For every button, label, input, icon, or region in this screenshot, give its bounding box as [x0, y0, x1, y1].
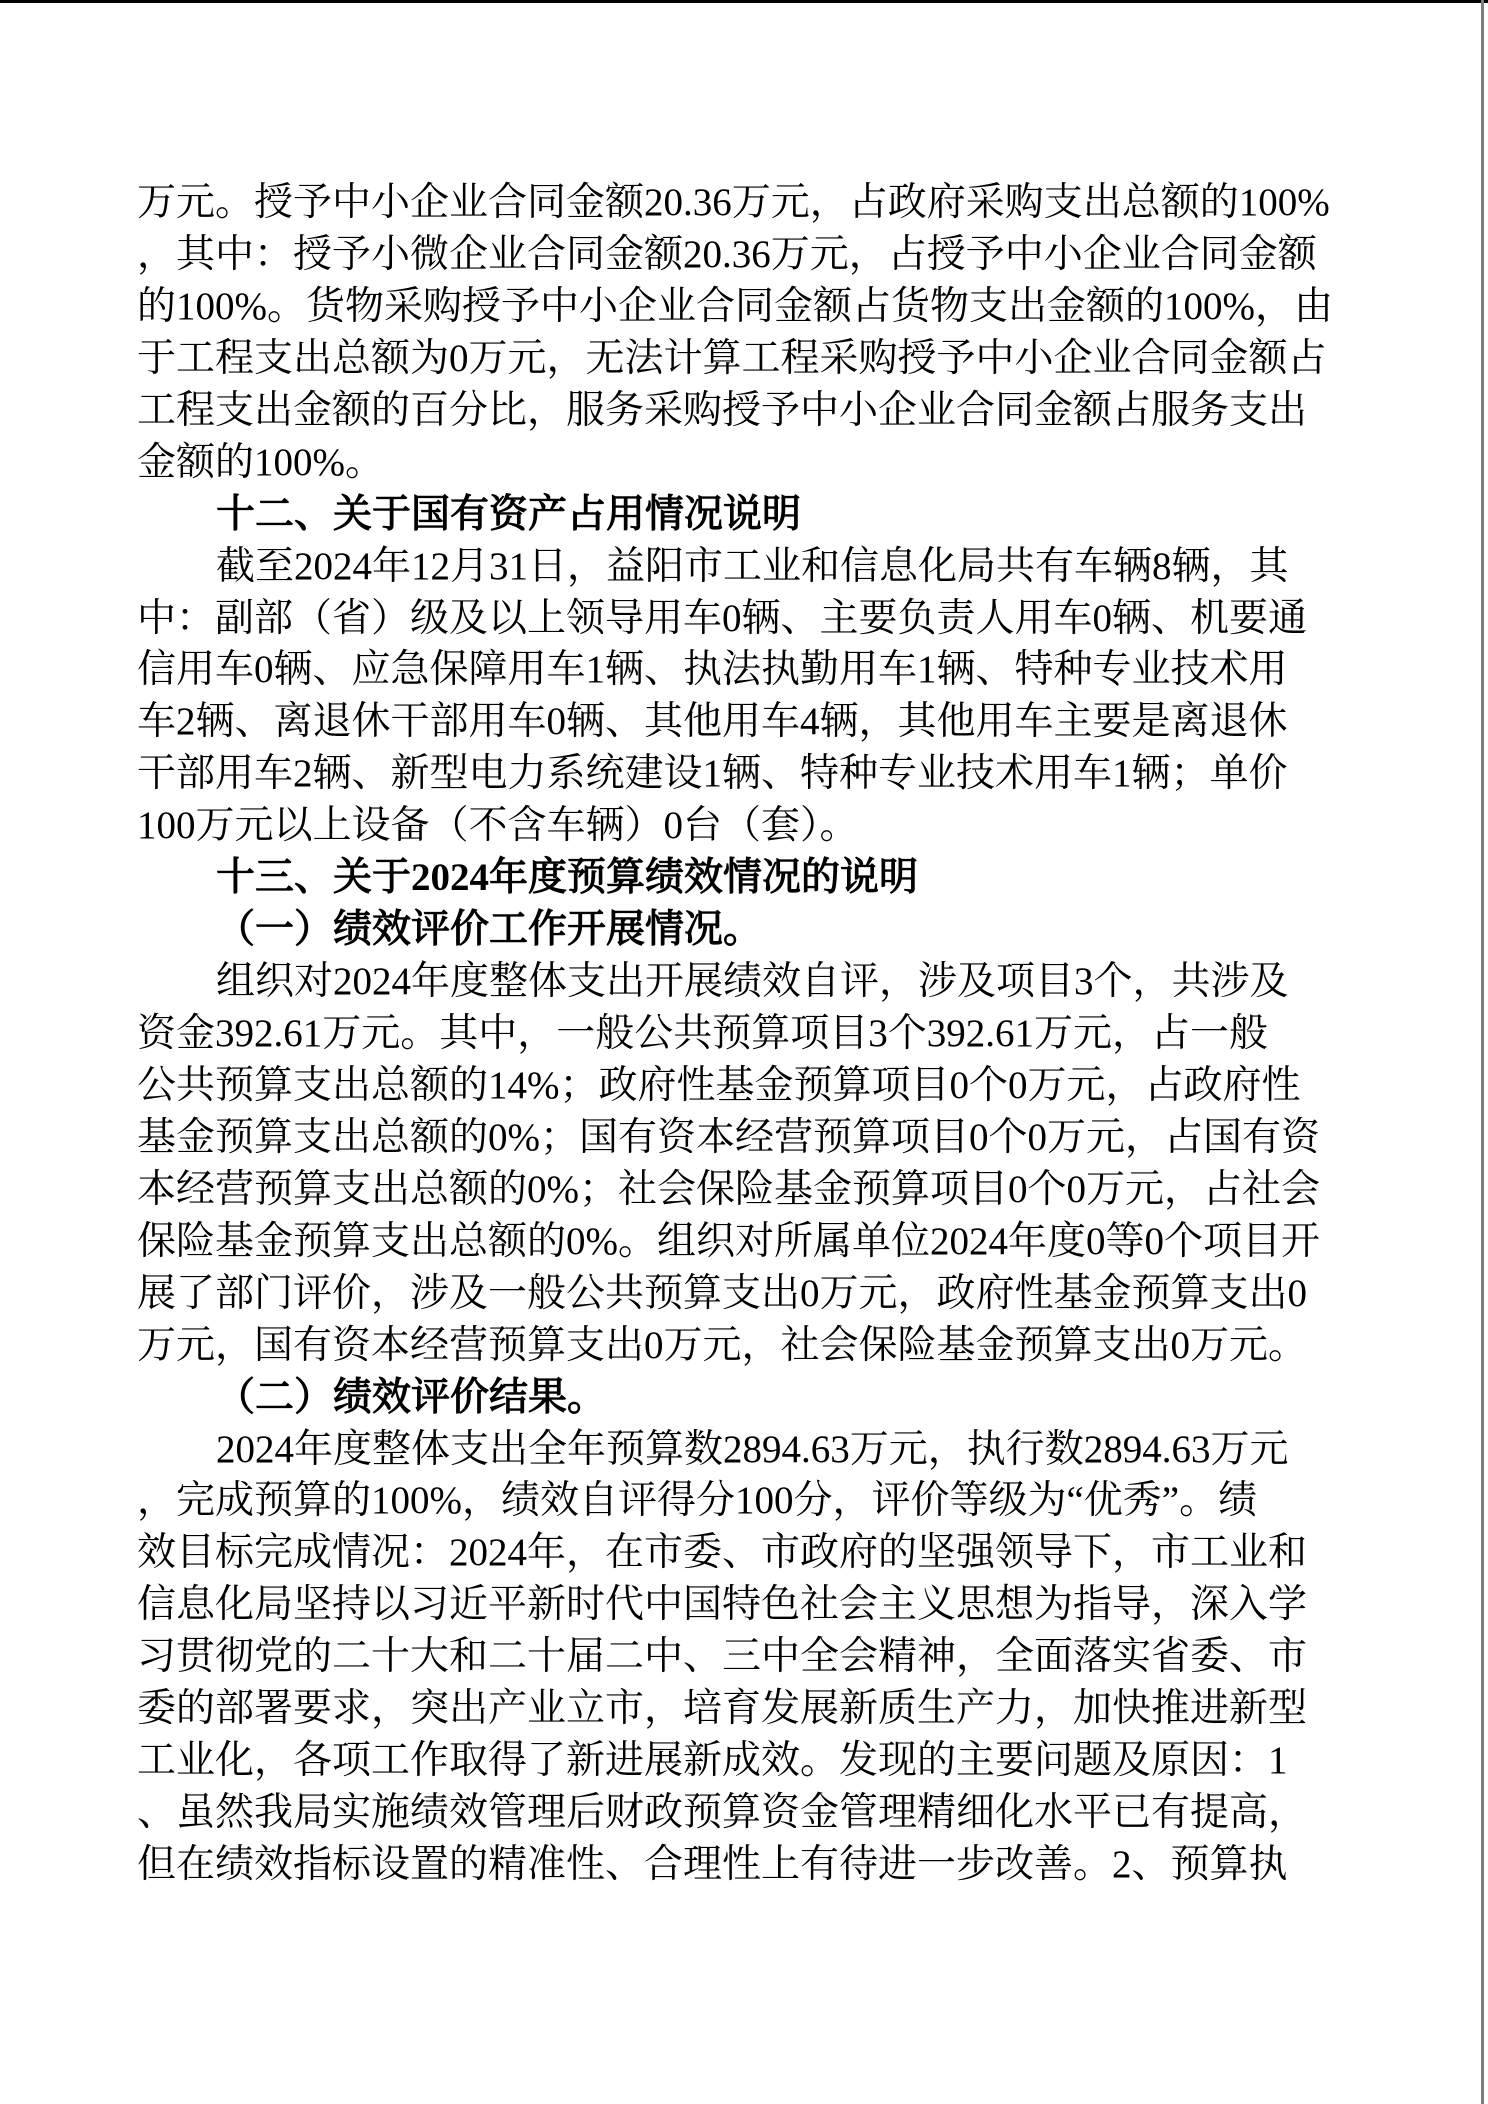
doc-line: 万元。授予中小企业合同金额20.36万元，占政府采购支出总额的100%	[137, 181, 1330, 224]
doc-line: 2024年度整体支出全年预算数2894.63万元，执行数2894.63万元	[216, 1427, 1289, 1471]
doc-line: 资金392.61万元。其中，一般公共预算项目3个392.61万元，占一般	[137, 1012, 1269, 1055]
subsection-heading-1: （一）绩效评价工作开展情况。	[216, 908, 763, 952]
doc-line: 干部用车2辆、新型电力系统建设1辆、特种专业技术用车1辆；单价	[137, 752, 1288, 796]
doc-line: 保险基金预算支出总额的0%。组织对所属单位2024年度0等0个项目开	[137, 1219, 1320, 1263]
doc-line: 车2辆、离退休干部用车0辆、其他用车4辆，其他用车主要是离退休	[137, 700, 1288, 744]
page-top-edge-rule	[0, 0, 1488, 3]
doc-line: 工业化，各项工作取得了新进展新成效。发现的主要问题及原因：1	[137, 1739, 1288, 1783]
doc-line: 万元，国有资本经营预算支出0万元，社会保险基金预算支出0万元。	[137, 1323, 1308, 1367]
page-right-edge-rule	[1481, 0, 1484, 2104]
doc-line: 截至2024年12月31日，益阳市工业和信息化局共有车辆8辆，其	[216, 544, 1289, 588]
doc-line: 习贯彻党的二十大和二十届二中、三中全会精神，全面落实省委、市	[137, 1635, 1308, 1679]
doc-line: 但在绩效指标设置的精准性、合理性上有待进一步改善。2、预算执	[137, 1843, 1288, 1886]
doc-line: 组织对2024年度整体支出开展绩效自评，涉及项目3个，共涉及	[216, 960, 1289, 1004]
doc-line: 于工程支出总额为0万元，无法计算工程采购授予中小企业合同金额占	[137, 336, 1327, 380]
doc-line: 本经营预算支出总额的0%；社会保险基金预算项目0个0万元，占社会	[137, 1167, 1320, 1211]
doc-line: 效目标完成情况：2024年，在市委、市政府的坚强领导下，市工业和	[137, 1531, 1308, 1575]
doc-line: 委的部署要求，突出产业立市，培育发展新质生产力，加快推进新型	[137, 1687, 1308, 1731]
doc-line: 信用车0辆、应急保障用车1辆、执法执勤用车1辆、特种专业技术用	[137, 648, 1288, 692]
subsection-heading-2: （二）绩效评价结果。	[216, 1375, 607, 1419]
doc-line: 展了部门评价，涉及一般公共预算支出0万元，政府性基金预算支出0	[137, 1271, 1308, 1315]
doc-line: 中：副部（省）级及以上领导用车0辆、主要负责人用车0辆、机要通	[137, 596, 1308, 640]
doc-line: 100万元以上设备（不含车辆）0台（套）。	[137, 804, 859, 848]
doc-line: 的100%。货物采购授予中小企业合同金额占货物支出金额的100%，由	[137, 284, 1333, 328]
doc-line: ，完成预算的100%，绩效自评得分100分，评价等级为“优秀”。绩	[137, 1479, 1258, 1523]
doc-line: 、虽然我局实施绩效管理后财政预算资金管理精细化水平已有提高，	[137, 1791, 1308, 1835]
section-heading-13: 十三、关于2024年度预算绩效情况的说明	[216, 856, 919, 900]
section-heading-12: 十二、关于国有资产占用情况说明	[216, 492, 802, 536]
doc-line: 基金预算支出总额的0%；国有资本经营预算项目0个0万元，占国有资	[137, 1115, 1320, 1159]
document-body	[137, 177, 1457, 1891]
doc-line: ，其中：授予小微企业合同金额20.36万元，占授予中小企业合同金额	[137, 232, 1317, 276]
doc-line: 公共预算支出总额的14%；政府性基金预算项目0个0万元，占政府性	[137, 1063, 1301, 1107]
doc-line: 工程支出金额的百分比，服务采购授予中小企业合同金额占服务支出	[137, 388, 1308, 432]
doc-line: 金额的100%。	[137, 440, 384, 484]
doc-line: 信息化局坚持以习近平新时代中国特色社会主义思想为指导，深入学	[137, 1583, 1308, 1627]
